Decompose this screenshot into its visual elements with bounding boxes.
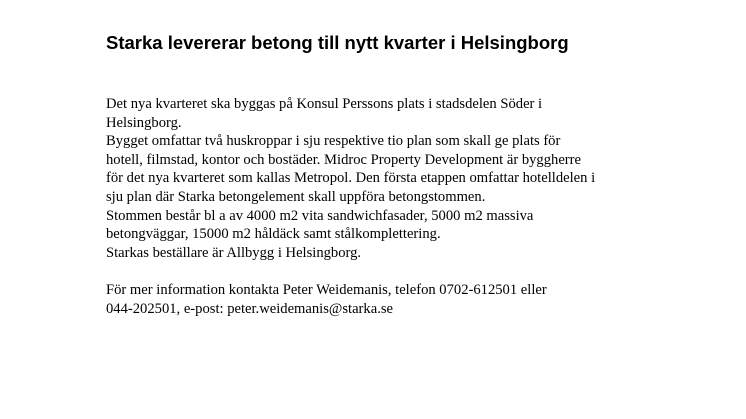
document-title: Starka levererar betong till nytt kvarter i Helsingborg <box>106 32 569 53</box>
paragraph-spacer <box>106 262 706 281</box>
body-line: Det nya kvarteret ska byggas på Konsul Perssons plats i stadsdelen Söder i <box>106 96 543 112</box>
document-body <box>106 95 706 318</box>
body-line: Starkas beställare är Allbygg i Helsingborg. <box>106 244 362 261</box>
body-line: sju plan där Starka betongelement skall uppföra betongstommen. <box>106 188 486 205</box>
body-line: Stommen består bl a av 4000 m2 vita sandwichfasader, 5000 m2 massiva <box>106 207 534 224</box>
body-line: Helsingborg. <box>106 114 182 131</box>
body-line: betongväggar, 15000 m2 håldäck samt stålkomplettering. <box>106 226 441 243</box>
contact-line: 044-202501, e-post: peter.weidemanis@starka.se <box>106 300 394 317</box>
body-line: hotell, filmstad, kontor och bostäder. Midroc Property Development är byggherre <box>106 151 581 168</box>
contact-line: För mer information kontakta Peter Weidemanis, telefon 0702-612501 eller <box>106 281 547 298</box>
body-line: för det nya kvarteret som kallas Metropol. Den första etappen omfattar hotelldelen i <box>106 170 596 187</box>
body-line: Bygget omfattar två huskroppar i sju respektive tio plan som skall ge plats för <box>106 133 561 150</box>
